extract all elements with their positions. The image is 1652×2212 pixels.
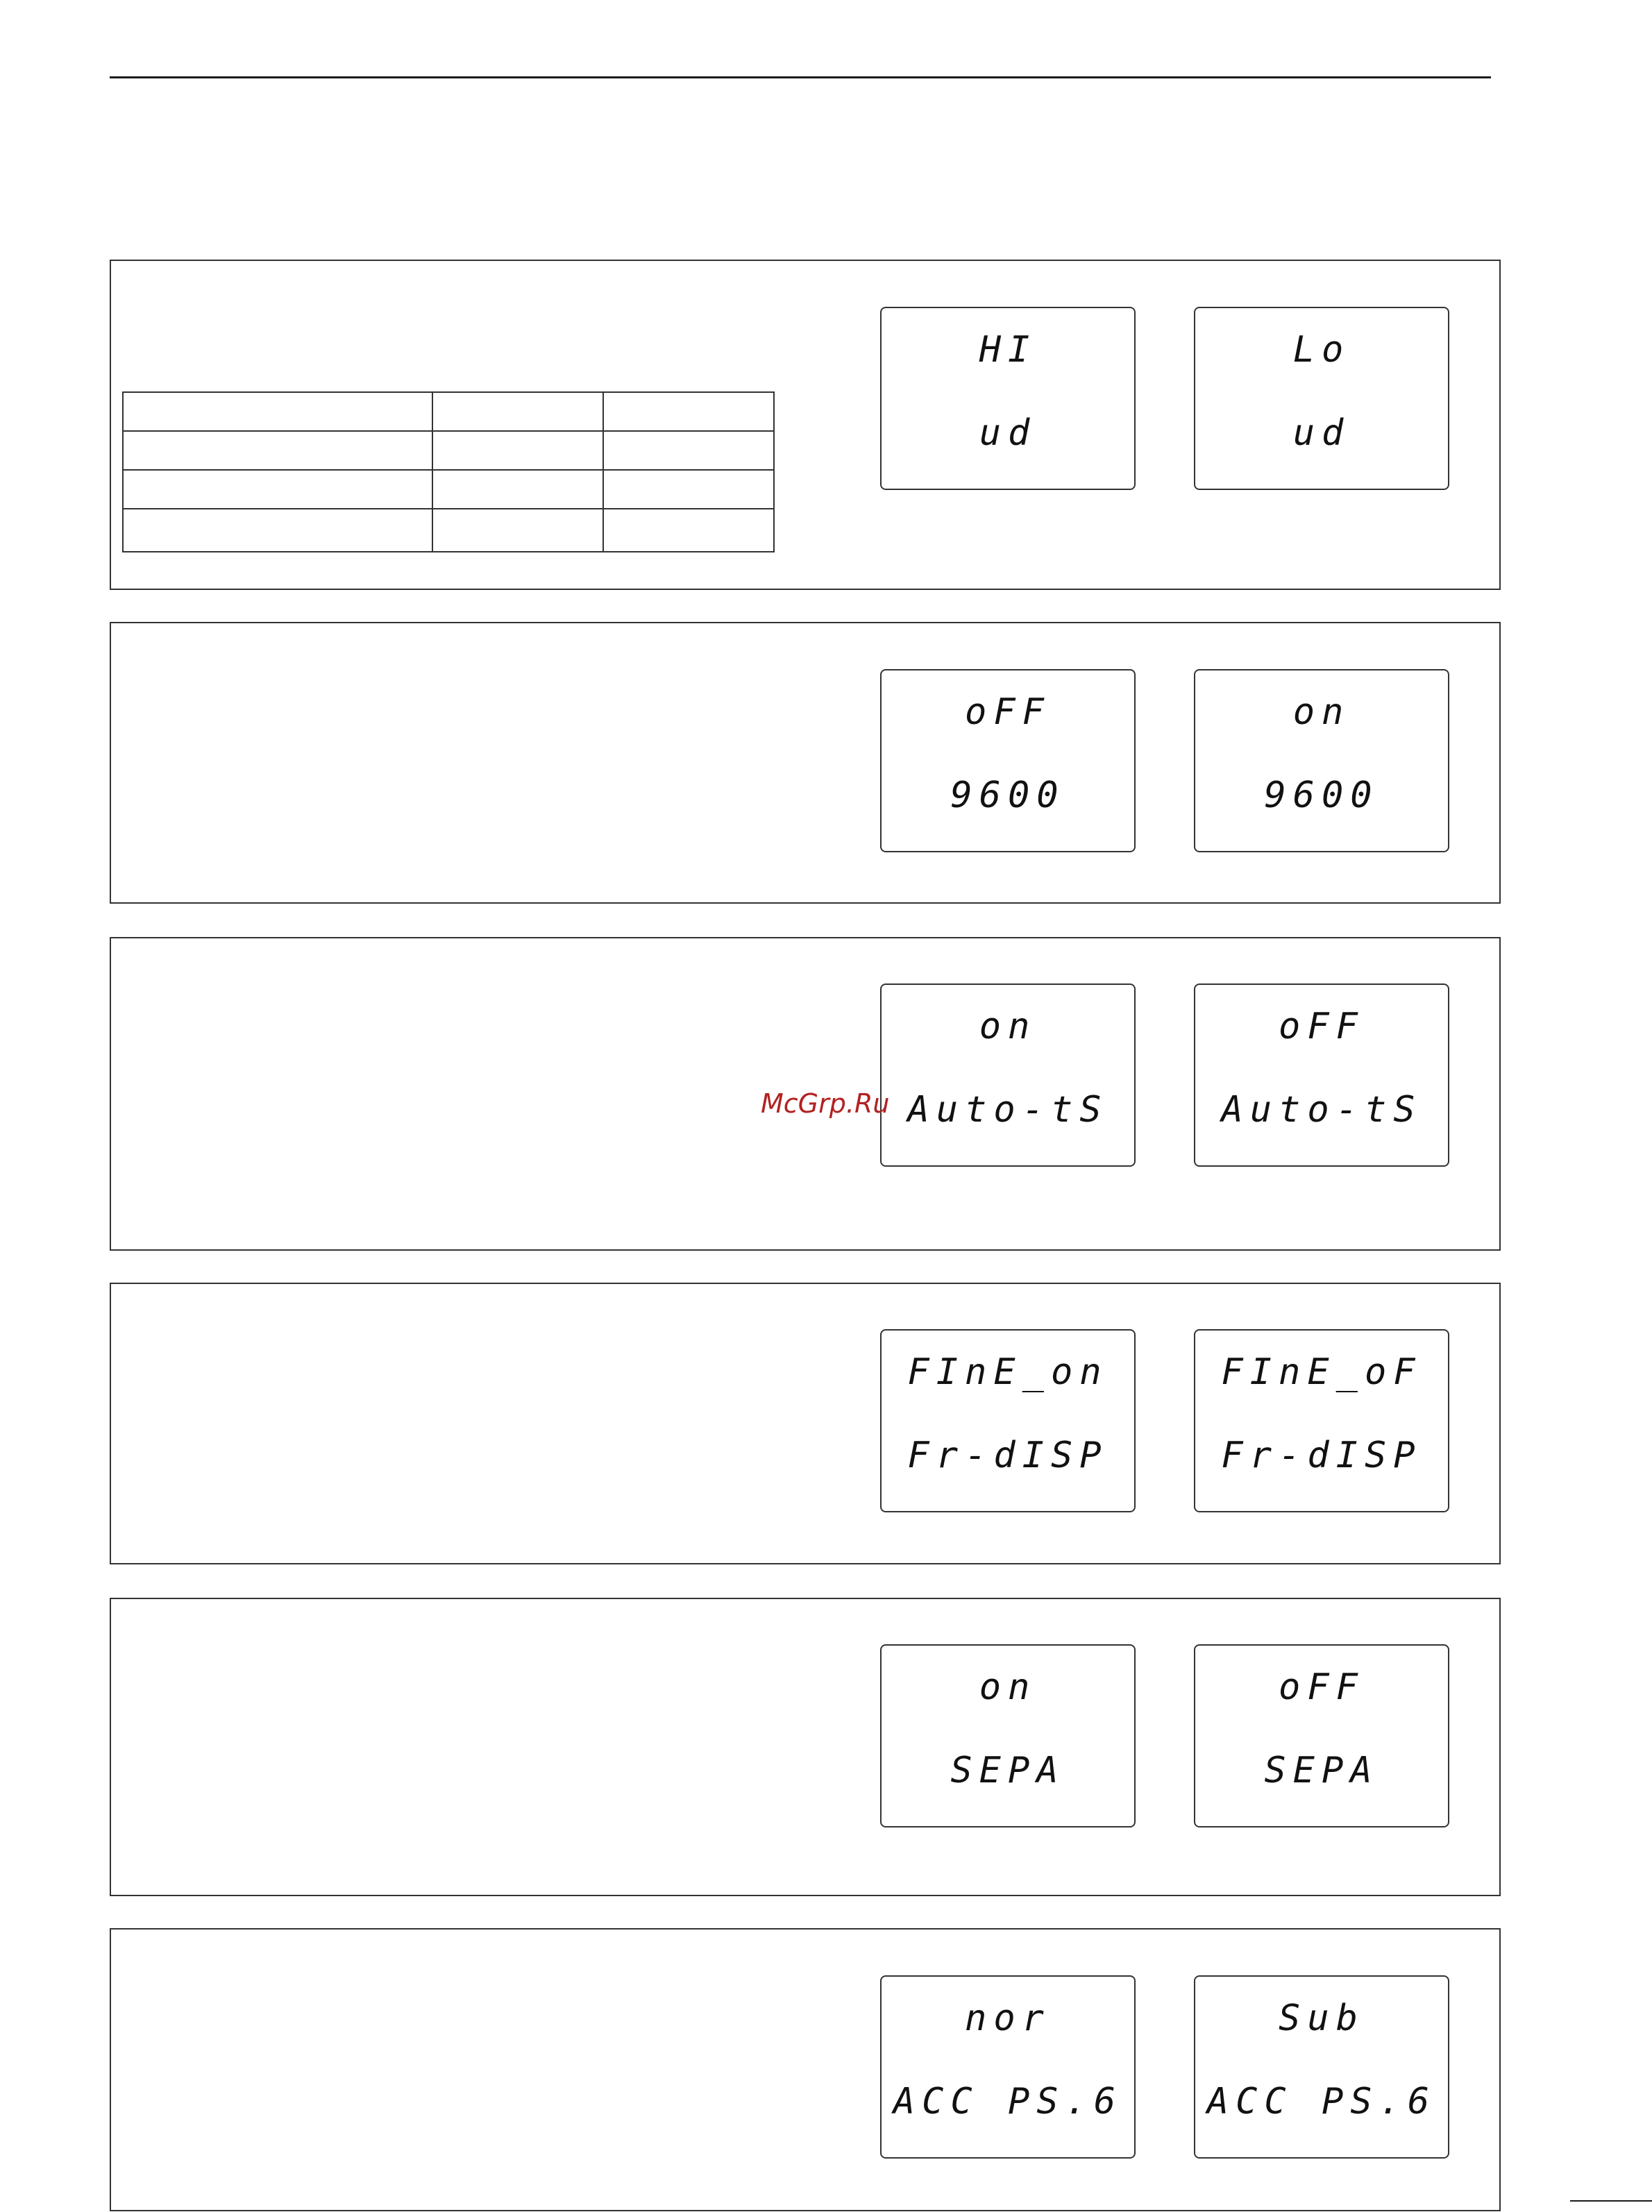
- lcd-top-text: oFF: [1279, 1006, 1365, 1047]
- header-rule: [110, 76, 1491, 78]
- lcd-top-text: oFF: [1279, 1666, 1365, 1708]
- lcd-top-text: oFF: [965, 691, 1051, 733]
- table-row: [123, 431, 774, 470]
- lcd-display-6-left: [880, 1975, 1136, 2159]
- lcd-display-6-right: [1194, 1975, 1449, 2159]
- lcd-display-3-left: [880, 983, 1136, 1167]
- lcd-bottom-text: ACC PS.6: [893, 2081, 1123, 2122]
- lcd-display-4-right: [1194, 1329, 1449, 1512]
- lcd-bottom-text: SEPA: [950, 1750, 1065, 1791]
- lcd-display-5-right: [1194, 1644, 1449, 1827]
- table-row: [123, 392, 774, 431]
- lcd-top-text: on: [979, 1666, 1037, 1708]
- lcd-bottom-text: Auto-tS: [907, 1089, 1109, 1131]
- lcd-display-4-left: [880, 1329, 1136, 1512]
- table-row: [123, 509, 774, 552]
- lcd-bottom-text: 9600: [1264, 775, 1379, 816]
- footer-rule: [1570, 2200, 1652, 2202]
- lcd-bottom-text: SEPA: [1264, 1750, 1379, 1791]
- lcd-display-5-left: [880, 1644, 1136, 1827]
- lcd-display-1-right: [1194, 307, 1449, 490]
- watermark-text: McGrp.Ru: [761, 1088, 890, 1119]
- lcd-bottom-text: ud: [979, 412, 1037, 454]
- lcd-top-text: on: [979, 1006, 1037, 1047]
- lcd-display-3-right: [1194, 983, 1449, 1167]
- lcd-bottom-text: Fr-dISP: [907, 1435, 1109, 1476]
- lcd-top-text: Lo: [1292, 329, 1351, 371]
- lcd-top-text: FInE_on: [907, 1351, 1109, 1393]
- spec-table: [122, 391, 775, 552]
- table-row: [123, 470, 774, 509]
- lcd-bottom-text: Fr-dISP: [1221, 1435, 1422, 1476]
- lcd-bottom-text: Auto-tS: [1221, 1089, 1422, 1131]
- lcd-top-text: FInE_oF: [1221, 1351, 1422, 1393]
- lcd-top-text: nor: [965, 1998, 1051, 2039]
- lcd-display-1-left: [880, 307, 1136, 490]
- lcd-bottom-text: 9600: [950, 775, 1065, 816]
- lcd-bottom-text: ACC PS.6: [1206, 2081, 1437, 2122]
- lcd-display-2-left: [880, 669, 1136, 852]
- lcd-display-2-right: [1194, 669, 1449, 852]
- lcd-top-text: on: [1292, 691, 1351, 733]
- lcd-bottom-text: ud: [1292, 412, 1351, 454]
- lcd-top-text: Sub: [1279, 1998, 1365, 2039]
- lcd-top-text: HI: [979, 329, 1037, 371]
